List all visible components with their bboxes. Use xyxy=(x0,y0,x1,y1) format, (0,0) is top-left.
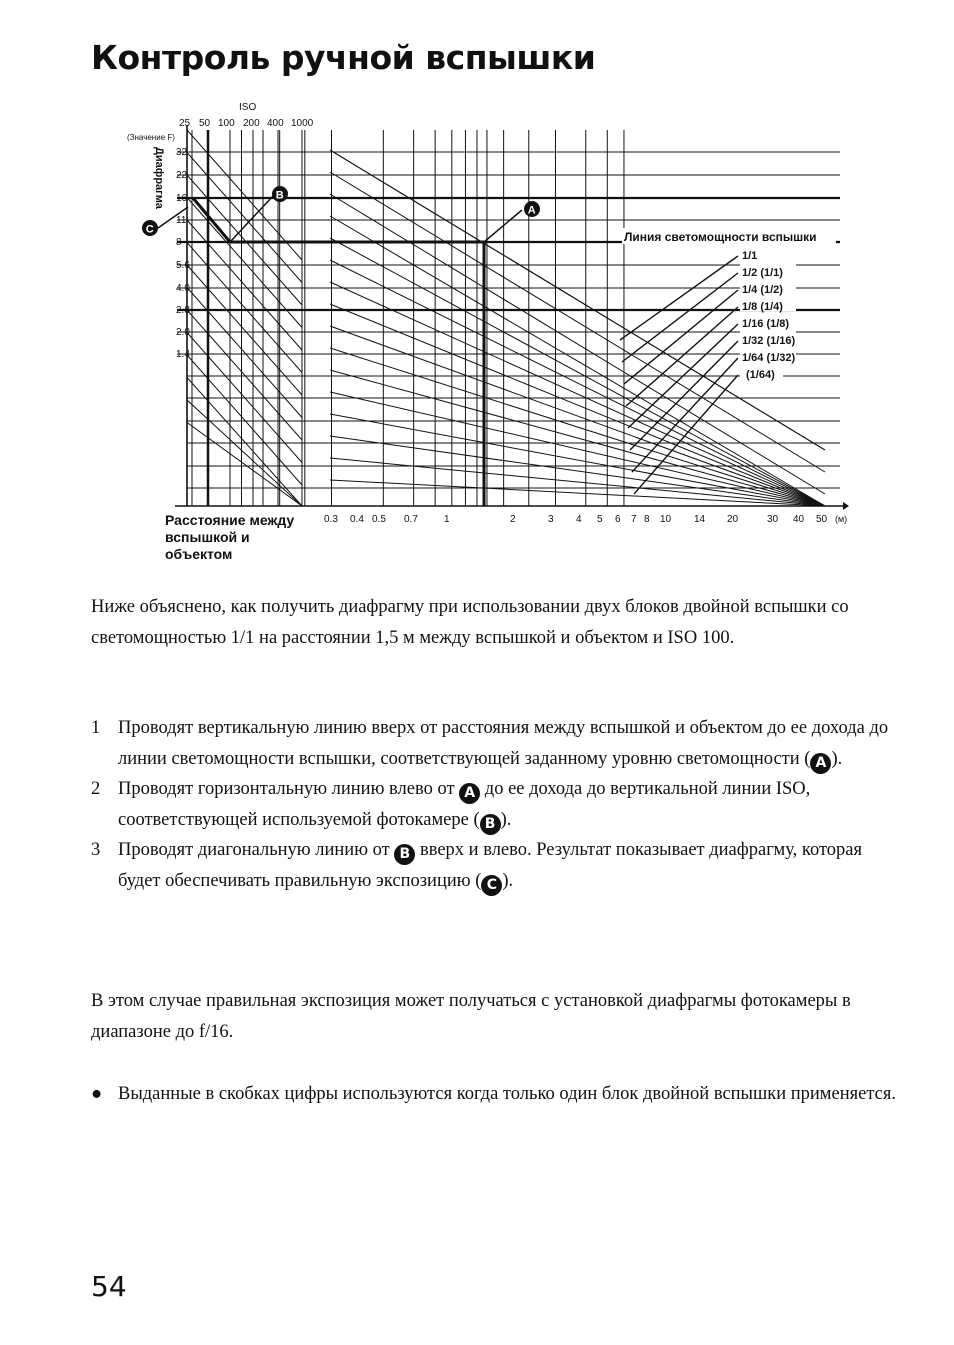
step-text: Проводят диагональную линию от xyxy=(118,840,395,860)
note-item xyxy=(91,1079,901,1110)
distance-tick-label: 0.5 xyxy=(372,514,386,525)
distance-tick-label: 4 xyxy=(576,514,582,525)
step-text: ). xyxy=(500,809,512,830)
step-text: ). xyxy=(502,870,514,891)
aperture-tick-label: 22 xyxy=(176,170,188,181)
step-number: 2 xyxy=(91,779,101,799)
distance-tick-label: 8 xyxy=(644,514,650,525)
aperture-tick-label: 1.4 xyxy=(176,349,190,360)
page-title: Контроль ручной вспышки xyxy=(91,38,596,77)
aperture-tick-label: 5.6 xyxy=(176,260,190,271)
iso-tick-label: 100 xyxy=(218,118,235,129)
step-item xyxy=(91,713,901,774)
iso-axis-label: ISO xyxy=(239,102,257,113)
iso-diagonal-line xyxy=(187,400,302,506)
distance-tick-label: 0.4 xyxy=(350,514,364,525)
aperture-tick-label: 4.0 xyxy=(176,283,190,294)
step-text: до ее дохода до вертикальной линии ISO, соответствующей используемой фотокамере ( xyxy=(118,779,811,830)
distance-tick-label: 7 xyxy=(631,514,637,525)
aperture-unit-label: (Значение F) xyxy=(127,133,175,142)
power-leader-line xyxy=(624,290,738,384)
distance-axis-label: Расстояние между вспышкой и объектом xyxy=(165,512,295,562)
marker-a-label: A xyxy=(527,204,536,217)
x-axis-arrow-icon xyxy=(843,502,849,510)
steps-list xyxy=(91,713,901,896)
distance-tick-label: 10 xyxy=(660,514,672,525)
marker-a-leader xyxy=(484,210,522,242)
aperture-tick-label: 32 xyxy=(176,147,188,158)
marker-b-badge: B xyxy=(480,814,501,835)
distance-tick-label: 5 xyxy=(597,514,603,525)
flash-chart xyxy=(120,95,860,575)
power-level-label: 1/1 xyxy=(742,250,758,262)
power-title-label: Линия светомощности вспышки xyxy=(624,230,817,244)
power-level-label: 1/64 (1/32) xyxy=(742,352,796,364)
intro-paragraph: Ниже объяснено, как получить диафрагму при использовании двух блоков двойной вспышки со светомощностью 1/1 на расстоянии 1,5 м между вспышкой и объектом и ISO 100. xyxy=(91,597,849,648)
step-number: 1 xyxy=(91,718,101,738)
step-item xyxy=(91,774,901,835)
step-text: ). xyxy=(831,748,843,769)
step-text: вверх и влево. Результат показывает диафрагму, которая будет обеспечивать правильную экспозицию ( xyxy=(118,840,863,891)
distance-tick-label: 40 xyxy=(793,514,805,525)
marker-c-label: C xyxy=(145,223,154,236)
distance-unit-label: (м) xyxy=(835,514,848,524)
distance-tick-label: 0.3 xyxy=(324,514,338,525)
power-diagonal-line xyxy=(330,480,825,506)
iso-tick-label: 400 xyxy=(267,118,284,129)
iso-tick-label: 200 xyxy=(243,118,260,129)
power-leader-line xyxy=(622,273,738,362)
power-level-label: 1/4 (1/2) xyxy=(742,284,783,296)
step-text: Проводят горизонтальную линию влево от xyxy=(118,779,460,799)
distance-tick-label: 3 xyxy=(548,514,554,525)
conclusion-paragraph: В этом случае правильная экспозиция может получаться с установкой диафрагмы фотокамеры в диапазоне до f/16. xyxy=(91,991,851,1042)
power-level-label: 1/2 (1/1) xyxy=(742,267,783,279)
power-diagonal-line xyxy=(330,370,825,506)
step-text: Проводят вертикальную линию вверх от расстояния между вспышкой и объектом до ее дохода до линии светомощности вспышки, соответствующей заданному уровню светомощности ( xyxy=(118,718,889,769)
marker-c-badge: C xyxy=(481,875,502,896)
distance-tick-label: 1 xyxy=(444,514,450,525)
aperture-tick-label: 11 xyxy=(176,215,187,226)
distance-tick-label: 50 xyxy=(816,514,828,525)
aperture-tick-label: 2.8 xyxy=(176,305,190,316)
power-level-label: (1/64) xyxy=(746,369,775,381)
aperture-tick-label: 8 xyxy=(176,237,182,248)
step-number: 3 xyxy=(91,840,101,860)
power-leader-line xyxy=(626,307,738,406)
bullet-icon: ● xyxy=(91,1084,103,1104)
page-number: 54 xyxy=(91,1270,127,1303)
distance-tick-label: 30 xyxy=(767,514,779,525)
power-level-label: 1/8 (1/4) xyxy=(742,301,783,313)
marker-b-badge: B xyxy=(394,844,415,865)
marker-a-badge: A xyxy=(459,783,480,804)
power-diagonal-line xyxy=(330,436,825,506)
power-level-label: 1/16 (1/8) xyxy=(742,318,790,330)
iso-tick-label: 25 xyxy=(179,118,191,129)
distance-tick-label: 2 xyxy=(510,514,516,525)
aperture-tick-label: 2.0 xyxy=(176,327,190,338)
marker-b-label: B xyxy=(275,189,284,202)
power-level-label: 1/32 (1/16) xyxy=(742,335,796,347)
note-text: Выданные в скобках цифры используются когда только один блок двойной вспышки применяется. xyxy=(118,1084,896,1104)
distance-tick-label: 20 xyxy=(727,514,739,525)
power-leader-line xyxy=(630,341,738,450)
iso-tick-label: 1000 xyxy=(291,118,314,129)
distance-tick-label: 14 xyxy=(694,514,706,525)
distance-tick-label: 0.7 xyxy=(404,514,418,525)
power-diagonal-line xyxy=(330,260,825,506)
step-item xyxy=(91,835,901,896)
iso-diagonal-line xyxy=(187,423,302,507)
distance-tick-label: 6 xyxy=(615,514,621,525)
iso-tick-label: 50 xyxy=(199,118,211,129)
power-diagonal-line xyxy=(330,414,825,506)
power-leader-line xyxy=(620,256,738,340)
marker-a-badge: A xyxy=(810,753,831,774)
aperture-tick-label: 16 xyxy=(176,193,188,204)
aperture-axis-label: Диафрагма xyxy=(153,147,165,209)
